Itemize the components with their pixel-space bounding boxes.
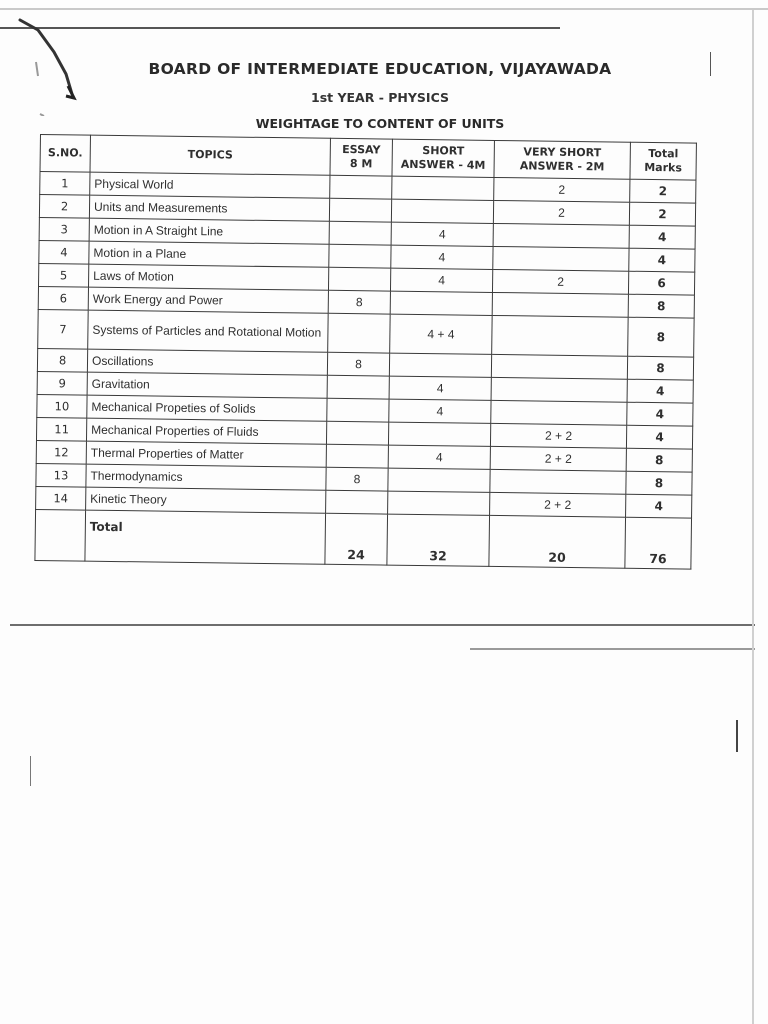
cell-topic: Systems of Particles and Rotational Motion [88,310,328,352]
cell-short: 4 [391,222,493,246]
cell-essay [326,444,388,468]
total-very-short: 20 [489,515,626,568]
cell-very-short [490,469,626,494]
cell-topic: Kinetic Theory [86,487,326,513]
cell-short [390,291,492,315]
weightage-table-wrapper [34,134,696,570]
cell-short [388,468,490,492]
cell-very-short: 2 + 2 [490,446,626,471]
cell-topic: Gravitation [87,372,327,398]
cell-total: 8 [628,317,695,357]
scan-right-edge [752,10,754,1024]
cell-sno: 2 [39,195,89,219]
cell-topic: Physical World [90,172,330,198]
cell-essay: 8 [327,352,389,376]
cell-topic: Motion in A Straight Line [89,218,329,244]
total-short: 32 [387,514,490,566]
cell-topic: Mechanical Propeties of Solids [87,395,327,421]
cell-sno: 8 [37,348,87,372]
cell-topic: Thermal Properties of Matter [86,441,326,467]
cell-total: 8 [627,356,693,380]
total-essay: 24 [325,513,388,565]
cell-very-short [492,315,628,356]
cell-sno: 1 [40,172,90,196]
cell-topic: Units and Measurements [89,195,329,221]
cell-short [392,176,494,200]
cell-total: 4 [629,225,695,249]
cell-short [389,353,491,377]
scan-fold-line-2 [470,648,755,650]
cell-topic: Motion in a Plane [89,241,329,267]
cell-total: 8 [628,294,694,318]
cell-sno: 3 [39,217,89,241]
cell-sno: 10 [37,394,87,418]
cell-short: 4 [391,245,493,269]
cell-sno: 14 [36,486,86,510]
weightage-table [34,134,697,570]
scan-top-edge [0,8,768,10]
cell-essay [329,244,391,268]
cell-sno-empty [35,509,86,561]
cell-very-short: 2 + 2 [490,492,626,517]
scan-fold-line [10,624,755,626]
cell-very-short [492,292,628,317]
total-marks: 76 [625,517,692,569]
cell-total: 4 [629,248,695,272]
cell-sno: 9 [37,371,87,395]
col-header-total: Total Marks [630,142,696,180]
cell-essay [329,221,391,245]
cell-very-short [491,400,627,425]
cell-essay [328,267,390,291]
col-header-short: SHORT ANSWER - 4M [392,139,494,177]
cell-total: 6 [628,271,694,295]
cell-very-short: 2 [492,269,628,294]
cell-topic: Mechanical Properties of Fluids [86,418,326,444]
cell-total: 4 [626,494,692,518]
cell-very-short [491,377,627,402]
cell-total: 2 [629,202,695,226]
cell-topic: Oscillations [87,349,327,375]
cell-sno: 12 [36,440,86,464]
cell-short: 4 [389,376,491,400]
pen-mark [736,720,738,752]
total-row [35,509,692,569]
page-subtitle: 1st YEAR - PHYSICS [311,90,449,105]
cell-essay [326,490,388,514]
cell-short [391,199,493,223]
cell-essay [328,313,391,353]
cell-short [388,491,490,515]
cell-essay: 8 [328,290,390,314]
cell-very-short [491,354,627,379]
cell-total: 4 [627,379,693,403]
cell-topic: Thermodynamics [86,464,326,490]
cell-short: 4 + 4 [390,314,493,354]
cell-sno: 5 [39,263,89,287]
cell-sno: 4 [39,240,89,264]
cell-sno: 6 [38,286,88,310]
cell-very-short [493,223,629,248]
cell-essay [327,375,389,399]
cell-short: 4 [389,399,491,423]
cell-total: 4 [626,425,692,449]
cell-very-short: 2 + 2 [490,423,626,448]
cell-short [388,422,490,446]
cell-short: 4 [390,268,492,292]
cell-sno: 7 [38,309,89,349]
pen-mark [30,756,31,786]
cell-total: 2 [630,179,696,203]
col-header-essay: ESSAY 8 M [330,138,392,176]
cell-total: 8 [626,471,692,495]
col-header-topics: TOPICS [90,135,330,175]
cell-essay [330,175,392,199]
cell-essay: 8 [326,467,388,491]
cell-sno: 13 [36,463,86,487]
cell-total: 4 [627,402,693,426]
cell-very-short [493,246,629,271]
total-label: Total [85,510,326,564]
col-header-sno: S.NO. [40,135,90,173]
cell-essay [327,398,389,422]
cell-topic: Work Energy and Power [88,287,328,313]
cell-very-short: 2 [494,177,630,202]
cell-topic: Laws of Motion [88,264,328,290]
cell-short: 4 [388,445,490,469]
cell-very-short: 2 [493,200,629,225]
cell-essay [326,421,388,445]
cell-sno: 11 [36,417,86,441]
table-caption: WEIGHTAGE TO CONTENT OF UNITS [255,116,505,131]
col-header-very-short: VERY SHORT ANSWER - 2M [494,140,630,179]
cell-total: 8 [626,448,692,472]
page-title: BOARD OF INTERMEDIATE EDUCATION, VIJAYAWADA [148,60,612,78]
cell-essay [329,198,391,222]
